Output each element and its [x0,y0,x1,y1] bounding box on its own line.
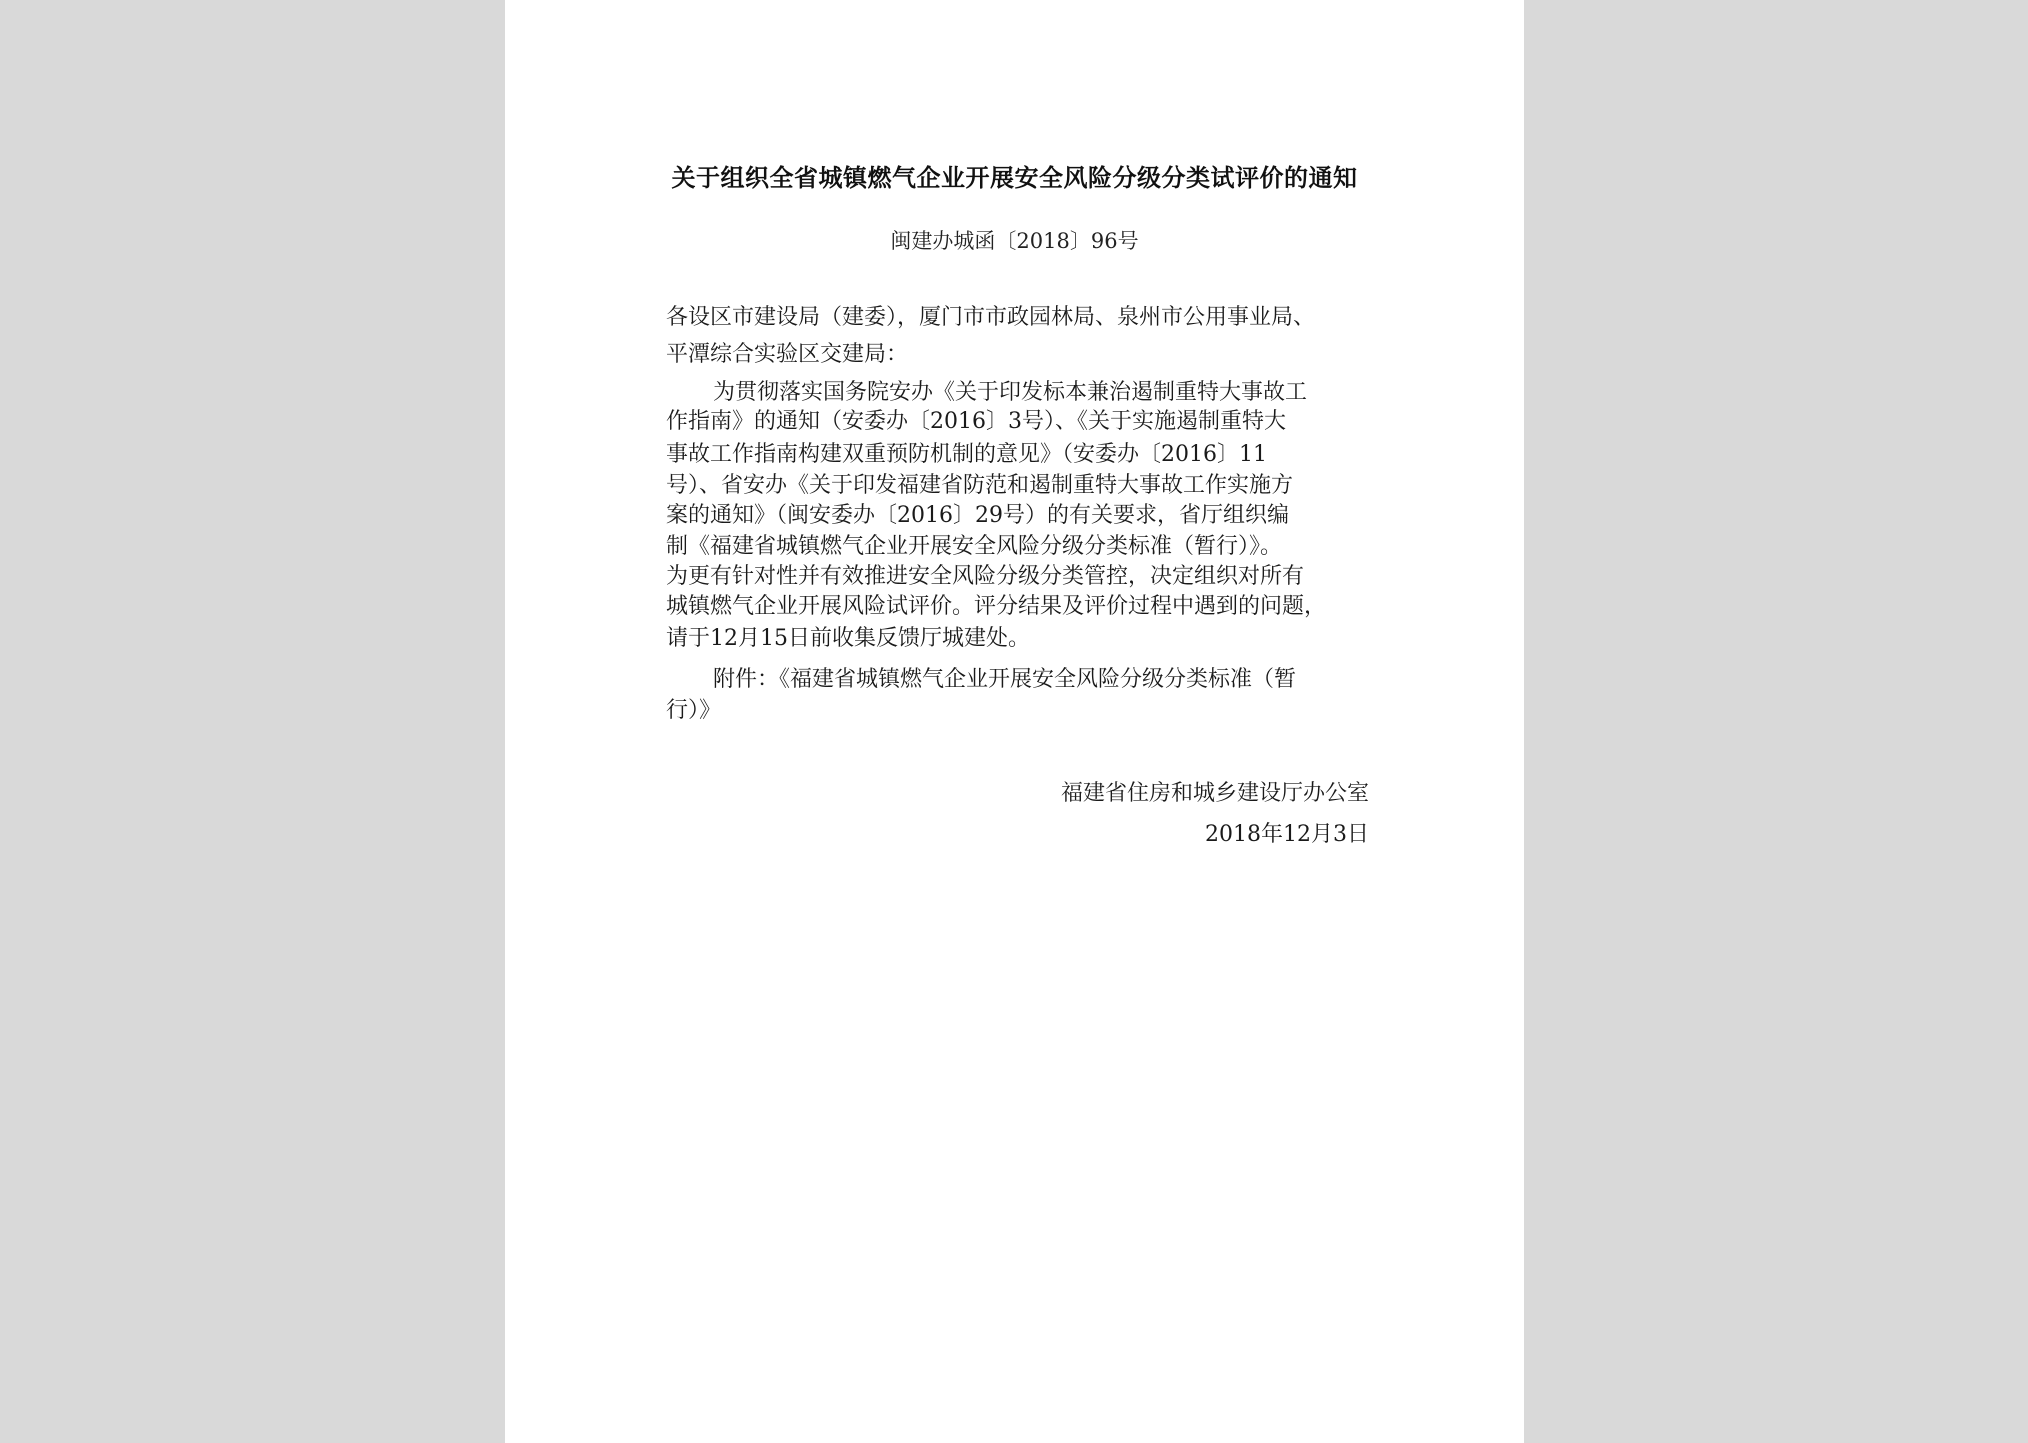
body-line: 作指南》的通知（安委办〔2016〕3号）、《关于实施遏制重特大 [666,409,1286,434]
document-title: 关于组织全省城镇燃气企业开展安全风险分级分类试评价的通知 [671,163,1358,192]
body-line: 为更有针对性并有效推进安全风险分级分类管控，决定组织对所有 [666,564,1305,589]
body-line: 制《福建省城镇燃气企业开展安全风险分级分类标准（暂行）》。 [666,534,1283,559]
document-number: 闽建办城函〔2018〕96号 [890,229,1139,253]
issue-date: 2018年12月3日 [1205,822,1369,847]
addressee-line: 各设区市建设局（建委），厦门市市政园林局、泉州市公用事业局、 [666,305,1316,330]
issuer-signature: 福建省住房和城乡建设厅办公室 [1060,781,1369,806]
body-line: 请于12月15日前收集反馈厅城建处。 [666,626,1030,651]
body-line: 为贯彻落实国务院安办《关于印发标本兼治遏制重特大事故工 [713,380,1308,405]
addressee-line: 平潭综合实验区交建局： [666,342,909,367]
body-line: 案的通知》（闽安委办〔2016〕29号）的有关要求，省厅组织编 [666,503,1289,528]
body-line: 城镇燃气企业开展风险试评价。评分结果及评价过程中遇到的问题， [666,594,1327,619]
attachment-line: 行）》 [666,698,722,723]
attachment-line: 附件：《福建省城镇燃气企业开展安全风险分级分类标准（暂 [713,667,1297,692]
body-line: 事故工作指南构建双重预防机制的意见》（安委办〔2016〕11 [666,442,1267,467]
document-page [505,0,1524,1443]
body-line: 号）、省安办《关于印发福建省防范和遏制重特大事故工作实施方 [666,473,1294,498]
